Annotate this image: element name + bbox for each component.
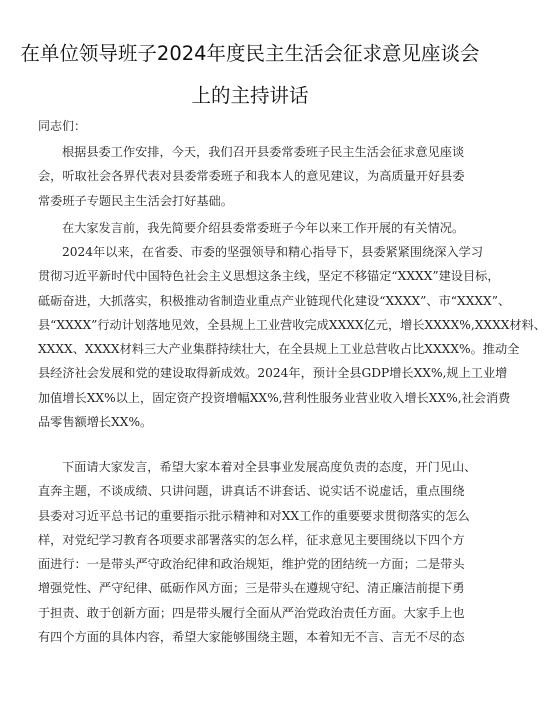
paragraph-line: 贯彻习近平新时代中国特色社会主义思想这条主线，坚定不移锚定“XXXX”建设目标， — [38, 269, 500, 284]
paragraph-line: 2024年以来，在省委、市委的坚强领导和精心指导下，县委紧紧围绕深入学习 — [62, 245, 484, 259]
paragraph-line: 增强党性、严守纪律、砥砺作风方面；三是带头在遵规守纪、清正廉洁前提下勇 — [38, 581, 465, 596]
paragraph-line: 于担责、敢于创新方面；四是带头履行全面从严治党政治责任方面。大家手上也 — [38, 605, 465, 620]
paragraph-4 — [38, 455, 477, 649]
paragraph-2 — [38, 216, 468, 240]
paragraph-line: XXXX、XXXX材料三大产业集群持续壮大，在全县规上工业总营收占比XXXX%。推动全 — [38, 342, 520, 357]
paragraph-line: 会，听取社会各界代表对县委常委班子和我本人的意见建议，为高质量开好县委 — [38, 169, 465, 184]
document-title-line-2: 上的主持讲话 — [191, 84, 309, 107]
paragraph-line: 县经济社会发展和党的建设取得新成效。2024年，预计全县GDP增长XX%,规上工业增 — [38, 366, 508, 381]
paragraph-line: 县“XXXX”行动计划落地见效，全县规上工业营收完成XXXX亿元，增长XXXX%,XXXX材料、 — [38, 317, 546, 332]
paragraph-line: 品零售额增长XX%。 — [38, 415, 153, 430]
paragraph-line: 在大家发言前，我先简要介绍县委常委班子今年以来工作开展的有关情况。 — [62, 221, 465, 235]
paragraph-3 — [38, 240, 546, 434]
paragraph-line: 加值增长XX%以上，固定资产投资增幅XX%,营利性服务业营业收入增长XX%,社会消费 — [38, 390, 511, 405]
paragraph-line: 样，对党纪学习教育各项要求部署落实的怎么样，征求意见主要围绕以下四个方 — [38, 532, 465, 547]
paragraph-line: 县委对习近平总书记的重要指示批示精神和对XX工作的重要要求贯彻落实的怎么 — [38, 508, 470, 523]
paragraph-line: 直奔主题，不谈成绩、只讲问题，讲真话不讲套话、说实话不说虚话，重点围绕 — [38, 484, 465, 499]
paragraph-line: 常委班子专题民主生活会打好基础。 — [38, 193, 233, 208]
greeting: 同志们： — [38, 119, 87, 133]
paragraph-1 — [38, 140, 468, 213]
paragraph-line: 下面请大家发言，希望大家本着对全县事业发展高度负责的态度，开门见山、 — [62, 460, 477, 474]
paragraph-line: 有四个方面的具体内容，希望大家能够围绕主题，本着知无不言、言无不尽的态 — [38, 630, 465, 645]
paragraph-line: 面进行：一是带头严守政治纪律和政治规矩，维护党的团结统一方面；二是带头 — [38, 557, 465, 572]
document-title-line-1: 在单位领导班子2024年度民主生活会征求意见座谈会 — [20, 42, 480, 65]
paragraph-line: 根据县委工作安排，今天，我们召开县委常委班子民主生活会征求意见座谈 — [62, 145, 465, 159]
paragraph-line: 砥砺奋进，大抓落实，积极推动省制造业重点产业链现代化建设“XXXX”、市“XXXX”、 — [38, 293, 511, 308]
